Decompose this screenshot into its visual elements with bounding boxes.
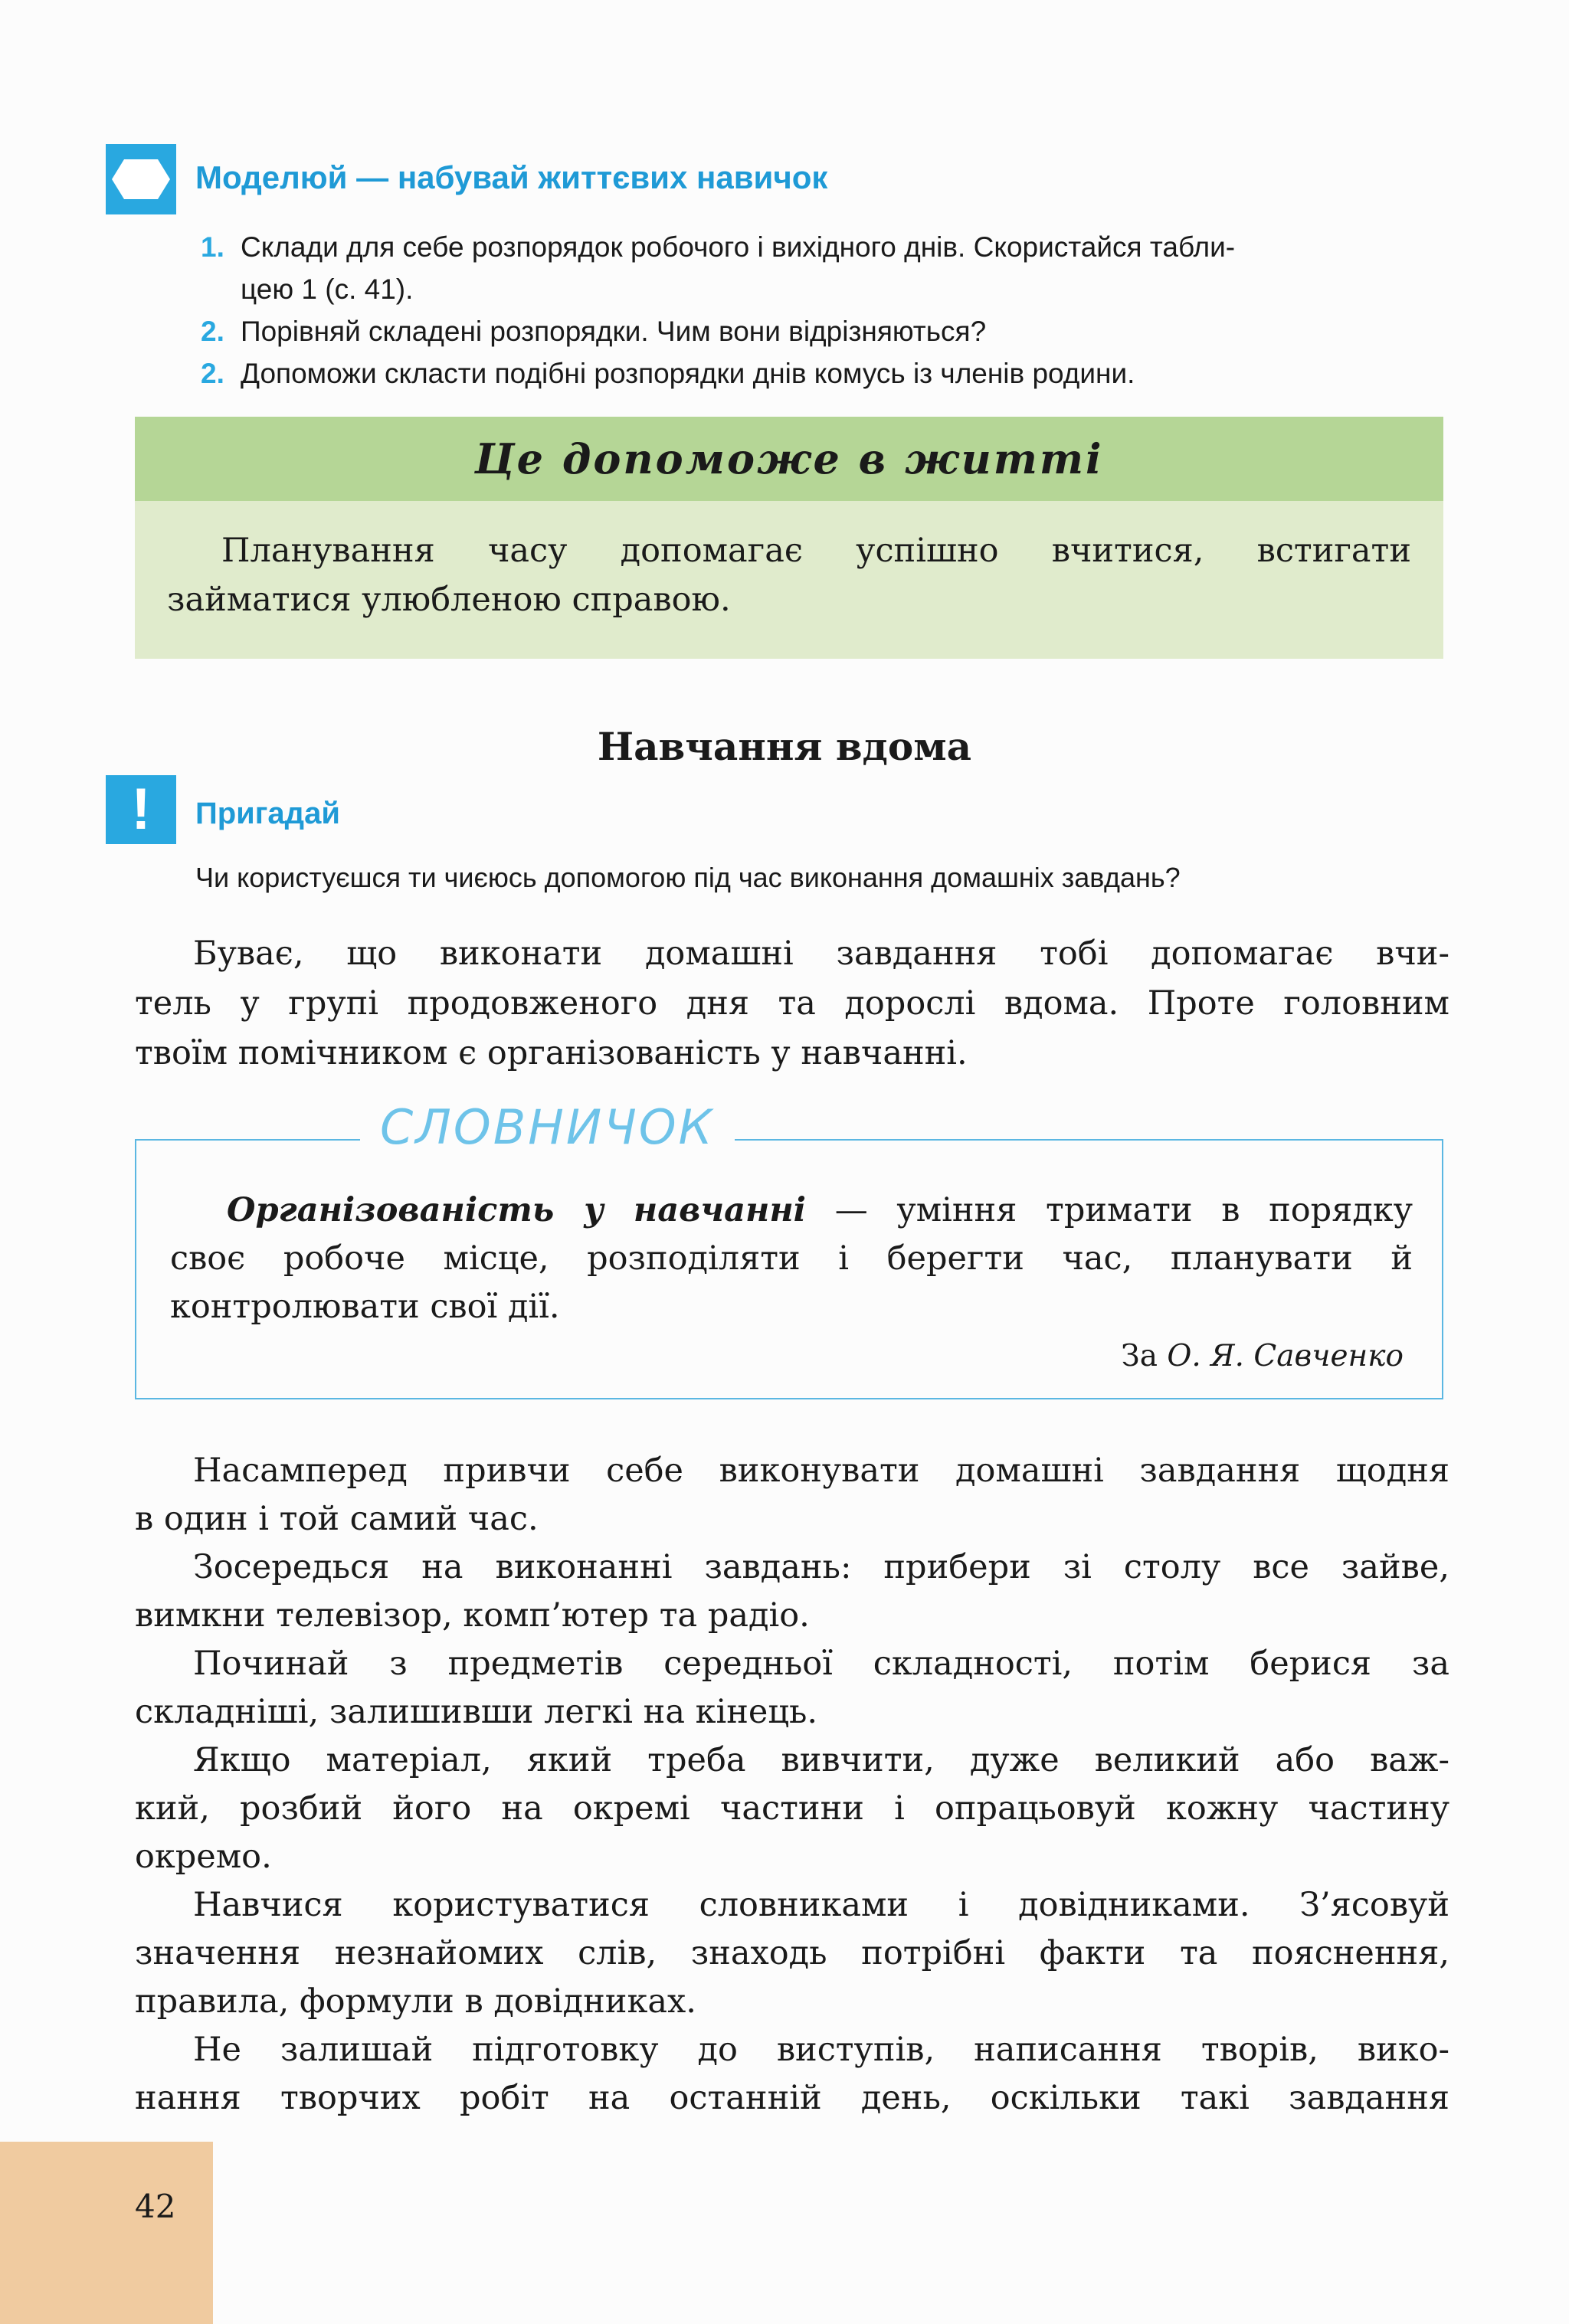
paragraph-line: Насамперед привчи себе виконувати домашні завдання щодня bbox=[193, 1452, 1449, 1490]
paragraph-line: Не залишай підготовку до виступів, написання творів, вико- bbox=[193, 2031, 1449, 2069]
paragraph-line: в один і той самий час. bbox=[135, 1500, 539, 1538]
dictionary-term: Організованість у навчанні bbox=[227, 1191, 806, 1229]
definition-source bbox=[1121, 1339, 1404, 1373]
definition-line: своє робоче місце, розподіляти і берегти час, планувати й bbox=[170, 1239, 1413, 1278]
life-tip-header bbox=[135, 417, 1443, 501]
paragraph-line: Зосередься на виконанні завдань: прибери зі столу все зайве, bbox=[193, 1548, 1449, 1586]
page-title: Навчання вдома bbox=[597, 724, 972, 769]
paragraph-line: Починай з предметів середньої складності, потім берися за bbox=[193, 1645, 1449, 1683]
source-prefix: За bbox=[1121, 1339, 1168, 1373]
dictionary-label: СЛОВНИЧОК bbox=[360, 1099, 735, 1155]
recall-heading: Пригадай bbox=[195, 797, 340, 830]
paragraph-line: окремо. bbox=[135, 1838, 272, 1876]
life-tip-box bbox=[135, 417, 1443, 659]
source-author: О. Я. Савченко bbox=[1167, 1339, 1404, 1373]
paragraph-line: Якщо матеріал, який треба вивчити, дуже великий або важ- bbox=[193, 1741, 1449, 1779]
task-number: 2. bbox=[201, 358, 224, 389]
definition-line: контролювати свої дії. bbox=[170, 1288, 560, 1326]
paragraph-line: тель у групі продовженого дня та дорослі вдома. Проте головним bbox=[135, 984, 1449, 1023]
task-text: Склади для себе розпорядок робочого і вихідного днів. Скористайся табли- bbox=[241, 231, 1236, 263]
paragraph-line: Буває, що виконати домашні завдання тобі допомагає вчи- bbox=[193, 935, 1449, 973]
page-number: 42 bbox=[135, 2188, 176, 2225]
life-tip-line: займатися улюбленою справою. bbox=[167, 581, 731, 619]
life-tip-line: Планування часу допомагає успішно вчитися, встигати bbox=[221, 532, 1411, 570]
paragraph-line: складніші, залишивши легкі на кінець. bbox=[135, 1693, 818, 1731]
task-number: 2. bbox=[201, 316, 224, 347]
section-heading-model: Моделюй — набувай життєвих навичок bbox=[195, 159, 828, 195]
page-number-tab bbox=[0, 2142, 213, 2324]
paragraph-line: кий, розбий його на окремі частини і опрацьовуй кожну частину bbox=[135, 1789, 1449, 1828]
task-number: 1. bbox=[201, 231, 224, 263]
task-text: Допоможи скласти подібні розпорядки днів комусь із членів родини. bbox=[241, 358, 1135, 389]
paragraph-line: вимкни телевізор, комп’ютер та радіо. bbox=[135, 1596, 810, 1635]
paragraph-line: значення незнайомих слів, знаходь потрібні факти та пояснення, bbox=[135, 1934, 1449, 1972]
paragraph-line: Навчися користуватися словниками і довідниками. З’ясовуй bbox=[193, 1886, 1449, 1924]
paragraph-line: правила, формули в довідниках. bbox=[135, 1982, 696, 2021]
paragraph-line: нання творчих робіт на останній день, оскільки такі завдання bbox=[135, 2079, 1449, 2117]
exclamation-icon: ! bbox=[106, 775, 176, 844]
definition-text: — уміння тримати в порядку bbox=[806, 1191, 1413, 1229]
task-text: цею 1 (с. 41). bbox=[241, 273, 414, 305]
recall-question: Чи користуєшся ти чиєюсь допомогою під час виконання домашніх завдань? bbox=[195, 862, 1181, 893]
hexagon-icon bbox=[106, 144, 176, 214]
definition-line bbox=[227, 1191, 1413, 1229]
paragraph-line: твоїм помічником є організованість у навчанні. bbox=[135, 1034, 968, 1072]
task-text: Порівняй складені розпорядки. Чим вони відрізняються? bbox=[241, 316, 987, 347]
life-tip-title: Це допоможе в житті bbox=[474, 434, 1104, 483]
